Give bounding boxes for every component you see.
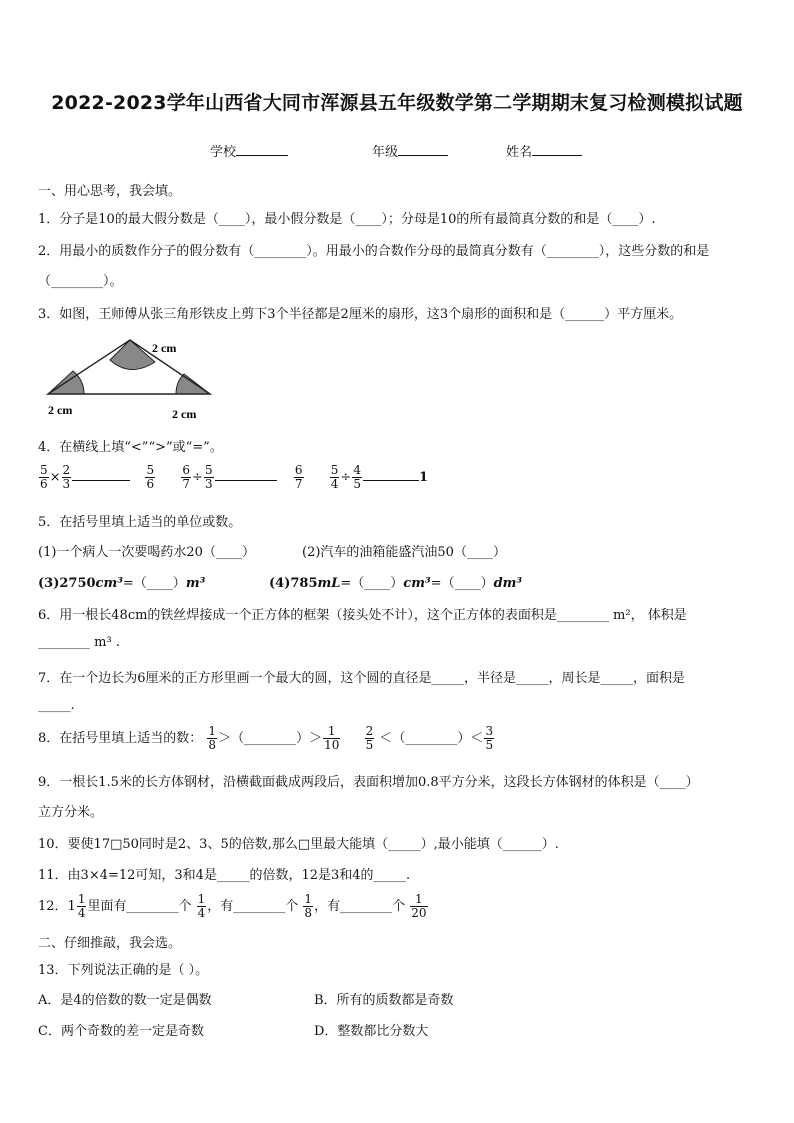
question-5-1: (1)一个病人一次要喝药水20（____） — [38, 545, 255, 560]
fraction: $\frac{1}{4}$ — [77, 892, 86, 920]
fraction: $\frac{5}{6}$ — [40, 463, 48, 491]
question-13: 13．下列说法正确的是（ ）。 — [38, 963, 209, 978]
question-10: 10．要使17□50同时是2、3、5的倍数,那么□里最大能填（_____）,最小能填（______）. — [38, 837, 559, 852]
school-field — [210, 141, 288, 160]
section-1-heading: 一、用心思考，我会填。 — [38, 184, 182, 199]
grade-field — [372, 141, 448, 160]
option-b[interactable]: B．所有的质数都是奇数 — [314, 993, 454, 1008]
fraction: $\frac{5}{4}$ — [330, 463, 339, 491]
question-7: 7．在一个边长为6厘米的正方形里画一个最大的圆，这个圆的直径是_____，半径是_____，周长是_____，面积是 — [38, 671, 686, 686]
question-6-cont: ________ m³ . — [38, 635, 120, 650]
answer-blank[interactable] — [215, 468, 277, 481]
fraction: $\frac{1}{4}$ — [197, 892, 206, 920]
fraction: $\frac{5}{6}$ — [146, 463, 155, 491]
school-label: 学校 — [210, 145, 237, 160]
question-2-cont: （________）。 — [38, 274, 123, 289]
fraction: $\frac{5}{3}$ — [204, 463, 213, 491]
label-right: 2 cm — [172, 407, 197, 421]
question-7-cont: _____. — [38, 698, 75, 713]
option-a[interactable]: A．是4的倍数的数一定是偶数 — [38, 993, 212, 1008]
question-4-items: $\frac{5}{6}$ × $\frac{2}{3}$ $\frac{5}{6}$ $\frac{6}{7}$ ÷ $\frac{5}{3}$ $\frac{6}{7}$ $\frac{5}{4}$ ÷ $\frac{4}{5}$ 1 — [40, 463, 429, 491]
triangle-sectors-diagram — [44, 338, 216, 424]
name-field — [506, 141, 582, 160]
question-5-4: (4)785mL=（____）cm³=（____）dm³ — [269, 576, 523, 591]
question-9-cont: 立方分米。 — [38, 805, 104, 820]
question-1: 1．分子是10的最大假分数是（____），最小假分数是（____）；分母是10的所有最简真分数的和是（____）. — [38, 212, 656, 227]
question-6: 6．用一根长48cm的铁丝焊接成一个正方体的框架（接头处不计），这个正方体的表面积是________ m²， 体积是 — [38, 608, 687, 623]
fraction: $\frac{3}{5}$ — [485, 724, 494, 752]
question-2: 2．用最小的质数作分子的假分数有（________）。用最小的合数作分母的最简真分数有（________），这些分数的和是 — [38, 244, 710, 259]
fraction: $\frac{6}{7}$ — [182, 463, 191, 491]
answer-blank[interactable] — [72, 468, 130, 481]
question-5: 5．在括号里填上适当的单位或数。 — [38, 515, 242, 530]
fraction: $\frac{4}{5}$ — [353, 463, 361, 491]
question-3: 3．如图，王师傅从张三角形铁皮上剪下3个半径都是2厘米的扇形，这3个扇形的面积和是（______）平方厘米。 — [38, 307, 683, 322]
triangle-figure — [44, 338, 216, 428]
question-5-2: (2)汽车的油箱能盛汽油50（____） — [302, 545, 506, 560]
section-2-heading: 二、仔细推敲，我会选。 — [38, 936, 182, 951]
question-9: 9．一根长1.5米的长方体钢材，沿横截面截成两段后，表面积增加0.8平方分米，这段长方体钢材的体积是（____） — [38, 775, 699, 790]
fraction: $\frac{1}{20}$ — [411, 892, 427, 920]
option-d[interactable]: D．整数都比分数大 — [314, 1024, 429, 1039]
option-c[interactable]: C．两个奇数的差一定是奇数 — [38, 1024, 204, 1039]
question-8: 8．在括号里填上适当的数： $\frac{1}{8}$ ＞（________）＞ $\frac{1}{10}$ $\frac{2}{5}$ ＜（________）＜ $\frac{3}{5}$ — [38, 724, 494, 752]
label-top: 2 cm — [152, 341, 177, 355]
fraction: $\frac{2}{3}$ — [62, 463, 71, 491]
answer-blank[interactable] — [363, 468, 419, 481]
question-11: 11．由3×4=12可知，3和4是_____的倍数，12是3和4的_____. — [38, 868, 411, 883]
fraction: $\frac{2}{5}$ — [365, 724, 374, 752]
fraction: $\frac{1}{10}$ — [324, 724, 340, 752]
question-5-3: (3)2750cm³=（____）m³ — [38, 576, 206, 591]
fraction: $\frac{1}{8}$ — [208, 724, 217, 752]
fraction: $\frac{6}{7}$ — [294, 463, 303, 491]
label-left: 2 cm — [48, 403, 73, 417]
name-label: 姓名 — [506, 145, 533, 160]
question-4: 4．在横线上填“<”“>”或“=”。 — [38, 440, 223, 455]
page-title: 2022-2023学年山西省大同市浑源县五年级数学第二学期期末复习检测模拟试题 — [51, 92, 743, 114]
question-12: 12．1 $\frac{1}{4}$ 里面有________个 $\frac{1}{4}$ ，有________个 $\frac{1}{8}$ ，有________个 $\frac{1}{20}$ — [38, 892, 427, 920]
top-sector — [110, 340, 155, 370]
grade-label: 年级 — [372, 145, 399, 160]
fraction: $\frac{1}{8}$ — [304, 892, 313, 920]
